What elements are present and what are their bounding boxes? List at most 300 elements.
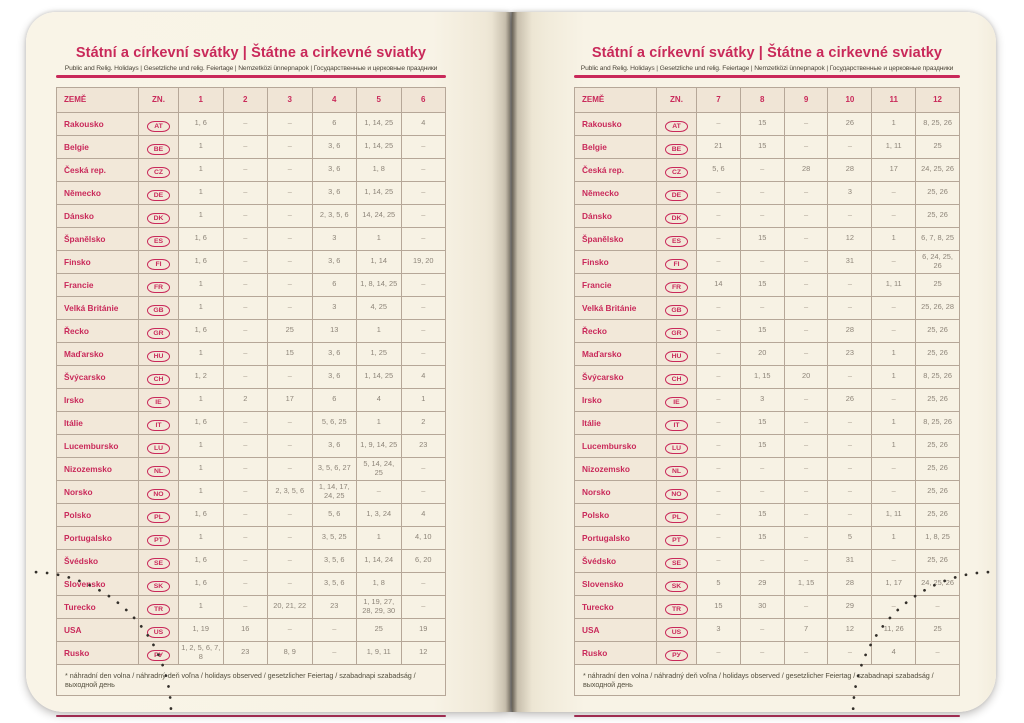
country-name-cell: Norsko	[57, 480, 139, 503]
holiday-days-cell: 3	[740, 388, 784, 411]
country-name-cell: Portugalsko	[57, 526, 139, 549]
country-name-cell: Irsko	[57, 388, 139, 411]
holiday-days-cell: 25	[916, 135, 960, 158]
country-code-badge: DE	[147, 190, 170, 202]
country-code-cell	[139, 112, 179, 135]
holiday-days-cell: –	[268, 181, 313, 204]
holiday-days-cell: –	[401, 319, 446, 342]
country-name-cell: Španělsko	[57, 227, 139, 250]
holiday-days-cell: 1	[179, 204, 224, 227]
holiday-days-cell: –	[223, 595, 268, 618]
table-row	[57, 250, 446, 273]
country-code-cell	[657, 503, 697, 526]
holiday-days-cell: 25, 26	[916, 549, 960, 572]
holiday-days-cell: 1, 9, 14, 25	[357, 434, 402, 457]
country-code-cell	[139, 227, 179, 250]
country-code-cell	[139, 572, 179, 595]
holiday-days-cell: 5	[697, 572, 741, 595]
holiday-days-cell: –	[828, 296, 872, 319]
country-code-badge: CH	[147, 374, 170, 386]
table-body-right	[575, 112, 960, 664]
holiday-days-cell: 5, 6, 25	[312, 411, 357, 434]
country-code-cell	[657, 296, 697, 319]
holiday-days-cell: 14	[697, 273, 741, 296]
holiday-days-cell: –	[828, 480, 872, 503]
country-code-badge: LU	[147, 443, 170, 455]
holiday-days-cell: –	[828, 434, 872, 457]
country-name-cell: Rusko	[57, 641, 139, 664]
page-subtitle: Public and Relig. Holidays | Gesetzliche und relig. Feiertage | Nemzetközi ünnepnapok | Государственные и церковные праздники	[580, 65, 954, 72]
holiday-days-cell: 8, 25, 26	[916, 365, 960, 388]
holiday-days-cell: –	[784, 112, 828, 135]
holiday-days-cell: 15	[740, 112, 784, 135]
holiday-days-cell: 1, 14, 25	[357, 112, 402, 135]
country-name-cell: Švýcarsko	[575, 365, 657, 388]
country-code-badge: FR	[665, 282, 688, 294]
holiday-days-cell: 1, 11	[872, 503, 916, 526]
holiday-days-cell: 6, 20	[401, 549, 446, 572]
holiday-days-cell: 26	[828, 388, 872, 411]
holiday-days-cell: –	[784, 388, 828, 411]
holiday-days-cell: 15	[740, 319, 784, 342]
holiday-days-cell: 28	[784, 158, 828, 181]
holiday-days-cell: 7	[784, 618, 828, 641]
holiday-days-cell: 6, 7, 8, 25	[916, 227, 960, 250]
holiday-days-cell: 23	[223, 641, 268, 664]
holiday-days-cell: 31	[828, 549, 872, 572]
holiday-days-cell: 1	[357, 319, 402, 342]
holiday-days-cell: 2	[223, 388, 268, 411]
country-name-cell: Dánsko	[57, 204, 139, 227]
country-name-cell: Dánsko	[575, 204, 657, 227]
country-code-cell	[657, 365, 697, 388]
holiday-days-cell: 5, 6	[697, 158, 741, 181]
holiday-days-cell: –	[697, 319, 741, 342]
country-code-badge: ES	[665, 236, 688, 248]
country-name-cell: Nizozemsko	[57, 457, 139, 480]
country-name-cell: Rusko	[575, 641, 657, 664]
table-row	[57, 457, 446, 480]
holiday-days-cell: 1, 25	[357, 342, 402, 365]
holiday-days-cell: –	[223, 549, 268, 572]
holiday-days-cell: 1	[179, 526, 224, 549]
holiday-days-cell: 1	[179, 342, 224, 365]
holiday-days-cell: –	[268, 135, 313, 158]
holiday-days-cell: –	[223, 480, 268, 503]
country-code-cell	[657, 526, 697, 549]
holiday-days-cell: 21	[697, 135, 741, 158]
holiday-days-cell: 1, 19	[179, 618, 224, 641]
holiday-days-cell: 1	[872, 526, 916, 549]
table-header	[57, 87, 446, 112]
column-header-month: 9	[784, 87, 828, 112]
table-row	[575, 526, 960, 549]
country-code-cell	[139, 434, 179, 457]
country-code-cell	[657, 411, 697, 434]
holiday-days-cell: 17	[872, 158, 916, 181]
country-code-cell	[139, 480, 179, 503]
holiday-days-cell: 1, 3, 24	[357, 503, 402, 526]
table-header	[575, 87, 960, 112]
country-code-cell	[139, 319, 179, 342]
holiday-days-cell: –	[916, 595, 960, 618]
holidays-table-left	[56, 87, 446, 696]
holiday-days-cell: –	[740, 480, 784, 503]
holiday-days-cell: –	[268, 365, 313, 388]
holiday-days-cell: 31	[828, 250, 872, 273]
holiday-days-cell: –	[401, 181, 446, 204]
holiday-days-cell: 1	[179, 457, 224, 480]
table-row	[575, 296, 960, 319]
country-name-cell: USA	[575, 618, 657, 641]
holiday-days-cell: 3	[312, 227, 357, 250]
holiday-days-cell: –	[357, 480, 402, 503]
country-code-cell	[139, 503, 179, 526]
holiday-days-cell: –	[828, 457, 872, 480]
table-row	[575, 250, 960, 273]
holiday-days-cell: 25	[916, 273, 960, 296]
holiday-days-cell: –	[401, 227, 446, 250]
holiday-days-cell: –	[872, 480, 916, 503]
holiday-days-cell: 1, 6	[179, 411, 224, 434]
country-code-badge: AT	[665, 121, 688, 133]
page-title: Státní a církevní svátky | Štátne a cirkevné sviatky	[591, 45, 943, 61]
holiday-days-cell: –	[401, 158, 446, 181]
holiday-days-cell: 3, 6	[312, 365, 357, 388]
holiday-days-cell: 1, 15	[784, 572, 828, 595]
column-header-month: 3	[268, 87, 313, 112]
country-name-cell: Slovensko	[57, 572, 139, 595]
table-row	[57, 618, 446, 641]
footnote: * náhradní den volna / náhradný deň voľna / holidays observed / gesetzlicher Feiertag / szabadnapi szabadság / выходной день	[575, 664, 960, 695]
holiday-days-cell: –	[872, 181, 916, 204]
table-row	[57, 572, 446, 595]
column-header-month: 6	[401, 87, 446, 112]
holiday-days-cell: 15	[740, 411, 784, 434]
holiday-days-cell: –	[784, 204, 828, 227]
holiday-days-cell: –	[268, 618, 313, 641]
country-name-cell: Maďarsko	[575, 342, 657, 365]
holiday-days-cell: 8, 25, 26	[916, 112, 960, 135]
country-code-badge: TR	[665, 604, 688, 616]
holiday-days-cell: 1, 8	[357, 572, 402, 595]
holiday-days-cell: 11, 26	[872, 618, 916, 641]
country-code-badge: FI	[147, 259, 170, 271]
country-name-cell: Polsko	[57, 503, 139, 526]
holiday-days-cell: –	[784, 457, 828, 480]
country-code-cell	[657, 342, 697, 365]
country-name-cell: Belgie	[575, 135, 657, 158]
country-name-cell: Maďarsko	[57, 342, 139, 365]
holiday-days-cell: 1, 2, 5, 6, 7, 8	[179, 641, 224, 664]
table-header-row	[575, 87, 960, 112]
country-name-cell: Lucembursko	[57, 434, 139, 457]
table-row	[57, 503, 446, 526]
table-row	[57, 641, 446, 664]
country-code-cell	[139, 388, 179, 411]
table-row	[575, 158, 960, 181]
country-code-badge: IT	[665, 420, 688, 432]
country-code-badge: PT	[147, 535, 170, 547]
table-row	[57, 296, 446, 319]
table-row	[575, 227, 960, 250]
country-code-badge: PL	[665, 512, 688, 524]
country-name-cell: Lucembursko	[575, 434, 657, 457]
holiday-days-cell: 25, 26	[916, 503, 960, 526]
country-code-badge: РУ	[147, 650, 170, 662]
country-name-cell: Nizozemsko	[575, 457, 657, 480]
country-code-cell	[657, 641, 697, 664]
holiday-days-cell: 24, 25, 26	[916, 572, 960, 595]
country-code-cell	[139, 342, 179, 365]
holiday-days-cell: 15	[740, 273, 784, 296]
country-code-badge: NO	[147, 489, 170, 501]
holiday-days-cell: –	[697, 503, 741, 526]
table-row	[575, 549, 960, 572]
holiday-days-cell: –	[872, 549, 916, 572]
holiday-days-cell: –	[223, 411, 268, 434]
holiday-days-cell: –	[740, 618, 784, 641]
country-name-cell: USA	[57, 618, 139, 641]
country-code-cell	[139, 204, 179, 227]
country-code-badge: CZ	[147, 167, 170, 179]
table-row	[57, 112, 446, 135]
table-row	[57, 388, 446, 411]
holiday-days-cell: 1, 15	[740, 365, 784, 388]
table-row	[575, 641, 960, 664]
table-row	[57, 526, 446, 549]
holiday-days-cell: 1	[179, 135, 224, 158]
country-code-badge: BE	[665, 144, 688, 156]
holiday-days-cell: 1, 14	[357, 250, 402, 273]
holiday-days-cell: 3, 6	[312, 181, 357, 204]
holiday-days-cell: –	[828, 273, 872, 296]
table-row	[575, 112, 960, 135]
holiday-days-cell: 15	[740, 503, 784, 526]
holiday-days-cell: –	[828, 204, 872, 227]
holiday-days-cell: –	[784, 227, 828, 250]
holiday-days-cell: –	[740, 181, 784, 204]
holiday-days-cell: 28	[828, 572, 872, 595]
table-row	[575, 595, 960, 618]
holiday-days-cell: 26	[828, 112, 872, 135]
country-name-cell: Francie	[57, 273, 139, 296]
country-code-cell	[139, 296, 179, 319]
country-code-badge: IE	[147, 397, 170, 409]
holiday-days-cell: –	[697, 365, 741, 388]
country-code-cell	[139, 457, 179, 480]
holiday-days-cell: 12	[401, 641, 446, 664]
country-name-cell: Švédsko	[57, 549, 139, 572]
page-subtitle: Public and Relig. Holidays | Gesetzliche und relig. Feiertage | Nemzetközi ünnepnapok | Государственные и церковные праздники	[64, 65, 438, 72]
holiday-days-cell: 4	[401, 365, 446, 388]
holiday-days-cell: 3, 6	[312, 158, 357, 181]
column-header-code: ZN.	[657, 87, 697, 112]
country-code-badge: РУ	[665, 650, 688, 662]
holiday-days-cell: 15	[740, 135, 784, 158]
holiday-days-cell: 3, 5, 6	[312, 572, 357, 595]
holiday-days-cell: 20	[784, 365, 828, 388]
holiday-days-cell: –	[740, 549, 784, 572]
table-row	[575, 204, 960, 227]
holiday-days-cell: 25, 26, 28	[916, 296, 960, 319]
country-name-cell: Finsko	[575, 250, 657, 273]
holiday-days-cell: 20, 21, 22	[268, 595, 313, 618]
holiday-days-cell: 1	[357, 526, 402, 549]
holiday-days-cell: –	[268, 549, 313, 572]
holiday-days-cell: 28	[828, 319, 872, 342]
holiday-days-cell: –	[697, 342, 741, 365]
table-row	[57, 342, 446, 365]
country-code-cell	[657, 572, 697, 595]
holiday-days-cell: 15	[740, 434, 784, 457]
holiday-days-cell: –	[697, 434, 741, 457]
country-name-cell: Rakousko	[575, 112, 657, 135]
holiday-days-cell: 1	[401, 388, 446, 411]
holiday-days-cell: 1, 14, 25	[357, 365, 402, 388]
country-code-cell	[139, 158, 179, 181]
holiday-days-cell: –	[268, 434, 313, 457]
holiday-days-cell: 1, 2	[179, 365, 224, 388]
holiday-days-cell: 1	[179, 388, 224, 411]
holiday-days-cell: 6	[312, 388, 357, 411]
country-code-badge: DK	[147, 213, 170, 225]
holiday-days-cell: 13	[312, 319, 357, 342]
holiday-days-cell: 1, 19, 27, 28, 29, 30	[357, 595, 402, 618]
country-code-badge: HU	[665, 351, 688, 363]
holiday-days-cell: 1, 11	[872, 135, 916, 158]
holiday-days-cell: 1	[872, 342, 916, 365]
holiday-days-cell: –	[784, 342, 828, 365]
holiday-days-cell: –	[268, 411, 313, 434]
country-code-cell	[657, 388, 697, 411]
country-name-cell: Velká Británie	[57, 296, 139, 319]
holiday-days-cell: 1, 6	[179, 227, 224, 250]
country-name-cell: Belgie	[57, 135, 139, 158]
holiday-days-cell: –	[268, 572, 313, 595]
holiday-days-cell: 3	[828, 181, 872, 204]
holiday-days-cell: –	[784, 641, 828, 664]
holiday-days-cell: 28	[828, 158, 872, 181]
country-code-badge: HU	[147, 351, 170, 363]
country-code-badge: DE	[665, 190, 688, 202]
table-row	[57, 595, 446, 618]
holiday-days-cell: 12	[828, 227, 872, 250]
holiday-days-cell: 6	[312, 273, 357, 296]
holiday-days-cell: 1, 6	[179, 250, 224, 273]
country-code-badge: LU	[665, 443, 688, 455]
holiday-days-cell: 29	[828, 595, 872, 618]
column-header-month: 1	[179, 87, 224, 112]
country-code-badge: IT	[147, 420, 170, 432]
holiday-days-cell: –	[740, 296, 784, 319]
holiday-days-cell: 3, 6	[312, 250, 357, 273]
holiday-days-cell: –	[697, 204, 741, 227]
holiday-days-cell: 20	[740, 342, 784, 365]
table-row	[57, 549, 446, 572]
country-code-cell	[657, 158, 697, 181]
holiday-days-cell: 1, 8, 14, 25	[357, 273, 402, 296]
country-code-cell	[657, 618, 697, 641]
holiday-days-cell: 25, 26	[916, 181, 960, 204]
country-name-cell: Velká Británie	[575, 296, 657, 319]
holiday-days-cell: 1	[872, 227, 916, 250]
holiday-days-cell: 3, 5, 6, 27	[312, 457, 357, 480]
holiday-days-cell: 1	[872, 411, 916, 434]
holiday-days-cell: –	[872, 296, 916, 319]
column-header-code: ZN.	[139, 87, 179, 112]
holiday-days-cell: –	[697, 296, 741, 319]
country-code-badge: SE	[147, 558, 170, 570]
holiday-days-cell: –	[223, 181, 268, 204]
country-code-cell	[139, 273, 179, 296]
holiday-days-cell: 15	[268, 342, 313, 365]
holiday-days-cell: 30	[740, 595, 784, 618]
holiday-days-cell: 1, 9, 11	[357, 641, 402, 664]
holiday-days-cell: 3	[697, 618, 741, 641]
holiday-days-cell: –	[268, 204, 313, 227]
holiday-days-cell: –	[872, 204, 916, 227]
holiday-days-cell: 6, 24, 25, 26	[916, 250, 960, 273]
holiday-days-cell: –	[223, 457, 268, 480]
country-name-cell: Švýcarsko	[57, 365, 139, 388]
holiday-days-cell: –	[401, 296, 446, 319]
bottom-rule-right	[574, 715, 960, 718]
holiday-days-cell: –	[784, 250, 828, 273]
holiday-days-cell: –	[872, 388, 916, 411]
holiday-days-cell: 25	[357, 618, 402, 641]
holiday-days-cell: –	[401, 273, 446, 296]
page-title: Státní a církevní svátky | Štátne a cirkevné sviatky	[75, 45, 427, 61]
table-header-row	[57, 87, 446, 112]
holiday-days-cell: –	[223, 503, 268, 526]
holiday-days-cell: 2, 3, 5, 6	[268, 480, 313, 503]
holiday-days-cell: 12	[828, 618, 872, 641]
country-code-badge: US	[665, 627, 688, 639]
holiday-days-cell: 25	[916, 618, 960, 641]
country-name-cell: Turecko	[575, 595, 657, 618]
country-name-cell: Irsko	[575, 388, 657, 411]
country-code-cell	[657, 204, 697, 227]
holiday-days-cell: 25	[268, 319, 313, 342]
title-rule	[56, 75, 446, 78]
holiday-days-cell: –	[828, 503, 872, 526]
country-name-cell: Polsko	[575, 503, 657, 526]
country-code-badge: CH	[665, 374, 688, 386]
country-code-badge: IE	[665, 397, 688, 409]
country-code-badge: GB	[665, 305, 688, 317]
holiday-days-cell: 5	[828, 526, 872, 549]
country-code-cell	[139, 181, 179, 204]
table-row	[575, 411, 960, 434]
holiday-days-cell: –	[223, 319, 268, 342]
holiday-days-cell: –	[401, 135, 446, 158]
country-code-badge: PL	[147, 512, 170, 524]
table-row	[57, 365, 446, 388]
country-code-badge: SK	[665, 581, 688, 593]
holiday-days-cell: –	[697, 457, 741, 480]
holiday-days-cell: 1, 6	[179, 319, 224, 342]
holiday-days-cell: 1, 8	[357, 158, 402, 181]
holiday-days-cell: 1, 14, 24	[357, 549, 402, 572]
holiday-days-cell: 25, 26	[916, 480, 960, 503]
column-header-month: 4	[312, 87, 357, 112]
holiday-days-cell: –	[784, 503, 828, 526]
country-code-cell	[657, 595, 697, 618]
holiday-days-cell: 17	[268, 388, 313, 411]
country-code-badge: NL	[147, 466, 170, 478]
country-name-cell: Česká rep.	[575, 158, 657, 181]
